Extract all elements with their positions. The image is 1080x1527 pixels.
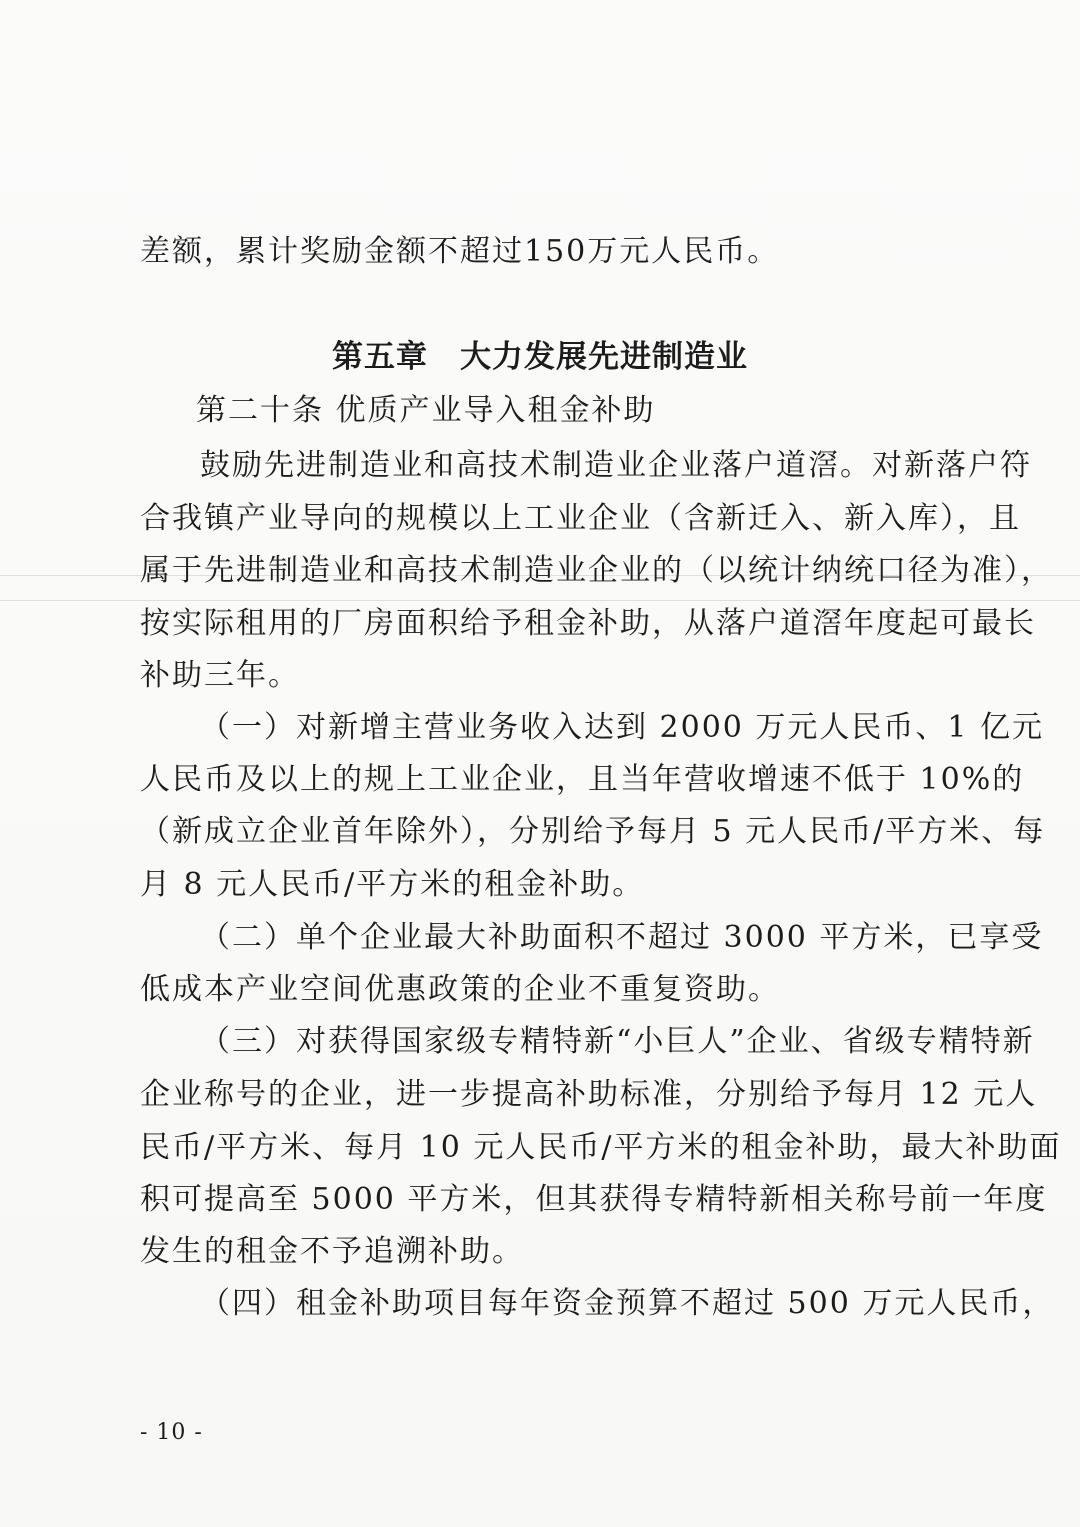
paragraph-line: 发生的租金不予追溯补助。 [140, 1234, 524, 1269]
carry-over-line: 差额，累计奖励金额不超过150万元人民币。 [140, 234, 780, 269]
paragraph-line: （一）对新增主营业务收入达到 2000 万元人民币、1 亿元 [200, 710, 1045, 745]
paragraph-line: 人民币及以上的规上工业企业，且当年营收增速不低于 10%的 [140, 762, 1025, 797]
scan-artifact-line [0, 600, 1080, 601]
page-number: - 10 - [140, 1420, 203, 1445]
paragraph-line: （四）租金补助项目每年资金预算不超过 500 万元人民币， [200, 1286, 1055, 1321]
paragraph-line: （新成立企业首年除外），分别给予每月 5 元人民币/平方米、每 [140, 814, 1046, 849]
paragraph-line: 月 8 元人民币/平方米的租金补助。 [140, 867, 645, 902]
paragraph-line: 积可提高至 5000 平方米，但其获得专精特新相关称号前一年度 [140, 1182, 1048, 1217]
article-title: 第二十条 优质产业导入租金补助 [196, 393, 656, 428]
paragraph-line: 按实际租用的厂房面积给予租金补助，从落户道滘年度起可最长 [140, 606, 1036, 641]
chapter-title: 第五章 大力发展先进制造业 [332, 339, 748, 375]
paragraph-line: （二）单个企业最大补助面积不超过 3000 平方米，已享受 [200, 920, 1044, 955]
paragraph-line: 鼓励先进制造业和高技术制造业企业落户道滘。对新落户符 [200, 448, 1032, 483]
paragraph-line: 属于先进制造业和高技术制造业企业的（以统计纳统口径为准）， [140, 553, 1053, 588]
paragraph-line: 合我镇产业导向的规模以上工业企业（含新迁入、新入库），且 [140, 501, 1021, 536]
paragraph-line: 民币/平方米、每月 10 元人民币/平方米的租金补助，最大补助面 [140, 1130, 1062, 1165]
paragraph-line: 企业称号的企业，进一步提高补助标准，分别给予每月 12 元人 [140, 1077, 1038, 1112]
paragraph-line: （三）对获得国家级专精特新“小巨人”企业、省级专精特新 [200, 1024, 1035, 1059]
paragraph-line: 低成本产业空间优惠政策的企业不重复资助。 [140, 972, 780, 1007]
paragraph-line: 补助三年。 [140, 658, 300, 693]
